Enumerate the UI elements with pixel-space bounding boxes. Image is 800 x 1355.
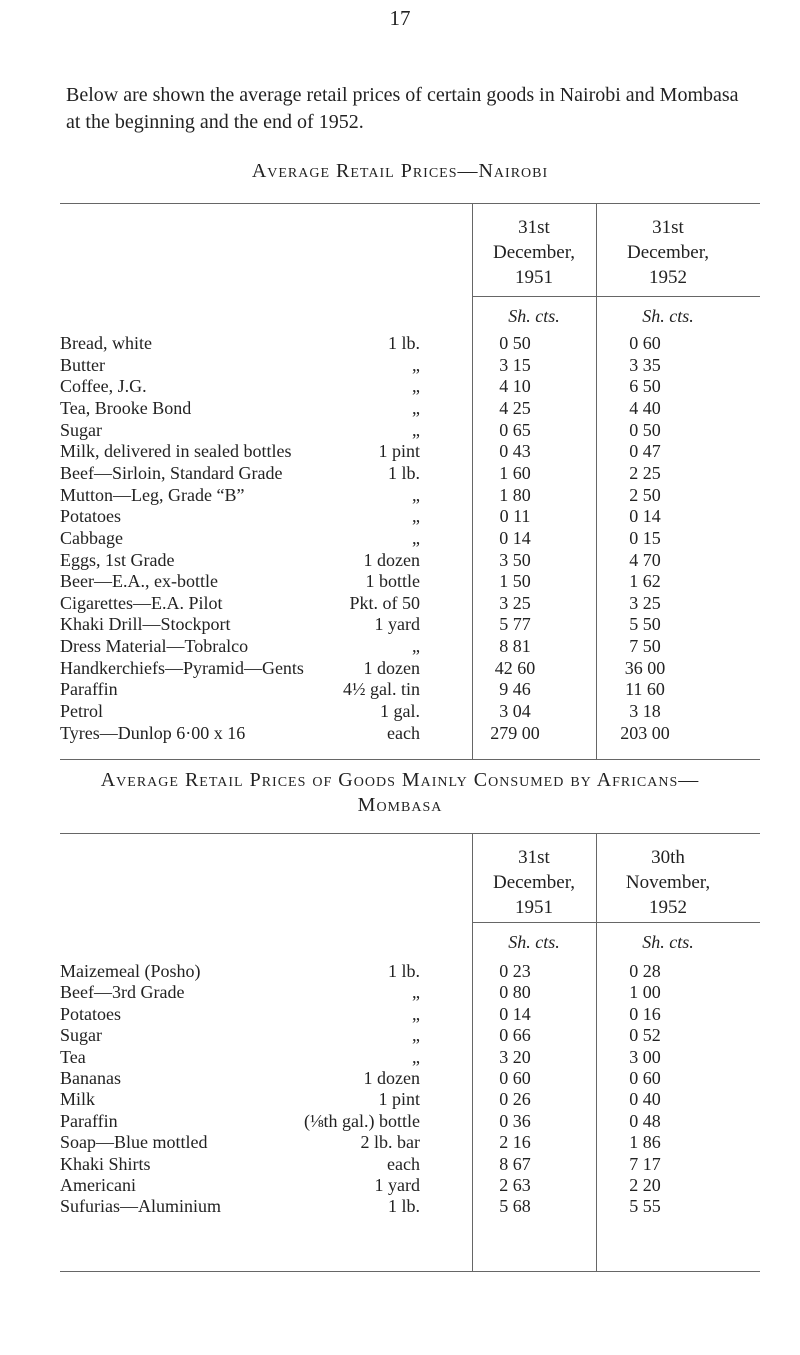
item-label: Bread, white [60, 333, 152, 353]
price-col2: 0 28 [629, 961, 661, 981]
item-quantity: 1 dozen [363, 1068, 420, 1088]
item-quantity: each [387, 722, 420, 743]
price-col2: 4 40 [629, 397, 661, 418]
item-label: Soap—Blue mottled [60, 1132, 208, 1153]
price-col2: 36 00 [624, 657, 666, 678]
price-col1: 3 15 [499, 354, 531, 375]
table-row [60, 1025, 760, 1045]
table-row [60, 636, 760, 656]
intro-paragraph: Below are shown the average retail prices of certain goods in Nairobi and Mombasa at the beginning and the end of 1952. [66, 84, 739, 133]
mombasa-table-title-line1: Average Retail Prices of Goods Mainly Consumed by Africans— [100, 769, 700, 791]
price-col2: 7 50 [629, 636, 661, 657]
item-label: Potatoes [60, 506, 121, 527]
table-row [60, 463, 760, 483]
table-row [60, 701, 760, 721]
nairobi-unit-2: Sh. cts. [642, 306, 694, 326]
table-row [60, 1175, 760, 1195]
item-quantity: „ [412, 1025, 420, 1046]
price-col1: 1 80 [499, 484, 531, 505]
price-col1: 0 43 [499, 441, 531, 462]
price-col2: 0 60 [629, 333, 661, 353]
item-label: Maizemeal (Posho) [60, 961, 201, 981]
price-col2: 4 70 [629, 549, 661, 570]
table-row [60, 355, 760, 375]
item-label: Mutton—Leg, Grade “B” [60, 484, 245, 505]
table-row [60, 485, 760, 505]
item-label: Khaki Drill—Stockport [60, 614, 231, 635]
nairobi-top-rule [60, 203, 760, 204]
item-label: Beef—3rd Grade [60, 982, 185, 1003]
table-row [60, 1111, 760, 1131]
price-col1: 0 14 [499, 1003, 531, 1024]
mombasa-col2-header: 30th November, 1952 [625, 847, 711, 918]
price-col1: 0 66 [499, 1025, 531, 1046]
item-quantity: „ [412, 419, 420, 440]
price-col1: 3 20 [499, 1046, 531, 1067]
table-row [60, 571, 760, 591]
item-label: Khaki Shirts [60, 1153, 151, 1174]
price-col2: 2 25 [629, 462, 661, 483]
price-col1: 0 11 [499, 506, 531, 527]
price-col2: 0 48 [629, 1110, 661, 1131]
table-row [60, 376, 760, 396]
item-label: Beer—E.A., ex-bottle [60, 571, 218, 592]
mombasa-top-rule [60, 833, 760, 834]
table-row [60, 441, 760, 461]
item-label: Americani [60, 1175, 136, 1195]
table-row [60, 398, 760, 418]
item-quantity: 1 bottle [365, 571, 420, 592]
table-row [60, 658, 760, 678]
price-col2: 203 00 [620, 722, 670, 743]
item-quantity: „ [412, 484, 420, 505]
price-col1: 4 25 [499, 397, 531, 418]
price-col1: 8 67 [499, 1153, 531, 1174]
price-col2: 0 60 [629, 1068, 661, 1088]
price-col2: 5 55 [629, 1196, 661, 1217]
price-col1: 2 16 [499, 1132, 531, 1153]
nairobi-col2-header: 31st December, 1952 [626, 217, 710, 288]
price-col1: 1 50 [499, 571, 531, 592]
table-row [60, 1004, 760, 1024]
nairobi-table-title: Average Retail Prices—Nairobi [251, 160, 549, 182]
item-quantity: (⅛th gal.) bottle [304, 1110, 420, 1131]
table-row [60, 550, 760, 570]
item-label: Sufurias—Aluminium [60, 1196, 221, 1217]
item-quantity: 1 dozen [363, 657, 420, 678]
mombasa-header-rule [472, 922, 760, 923]
table-row [60, 1154, 760, 1174]
item-label: Sugar [60, 1025, 102, 1046]
item-label: Dress Material—Tobralco [60, 636, 249, 657]
item-quantity: 1 lb. [387, 333, 420, 353]
price-col2: 7 17 [629, 1153, 661, 1174]
price-col2: 3 35 [629, 354, 661, 375]
item-label: Butter [60, 354, 105, 375]
nairobi-bottom-rule [60, 759, 760, 760]
item-quantity: „ [412, 982, 420, 1003]
price-col2: 0 52 [629, 1025, 661, 1046]
item-quantity: 1 lb. [387, 1196, 420, 1217]
mombasa-table-title-line2: Mombasa [357, 794, 443, 816]
table-row [60, 528, 760, 548]
item-quantity: 1 lb. [387, 961, 420, 981]
table-row [60, 506, 760, 526]
item-quantity: Pkt. of 50 [349, 592, 420, 613]
price-col1: 5 68 [499, 1196, 531, 1217]
item-quantity: „ [412, 354, 420, 375]
price-col1: 0 14 [499, 527, 531, 548]
price-col2: 3 25 [629, 592, 661, 613]
price-col2: 0 15 [629, 527, 661, 548]
item-quantity: 4½ gal. tin [343, 679, 420, 700]
nairobi-unit-1: Sh. cts. [508, 306, 560, 326]
price-col2: 1 62 [629, 571, 661, 592]
item-label: Paraffin [60, 1110, 118, 1131]
item-label: Bananas [60, 1068, 121, 1088]
price-col2: 2 20 [629, 1175, 661, 1195]
item-quantity: 1 lb. [387, 462, 420, 483]
item-label: Coffee, J.G. [60, 376, 147, 397]
item-label: Eggs, 1st Grade [60, 549, 175, 570]
price-col1: 0 60 [499, 1068, 531, 1088]
item-label: Paraffin [60, 679, 118, 700]
price-col1: 42 60 [494, 657, 536, 678]
item-quantity: 1 dozen [363, 549, 420, 570]
table-row [60, 1068, 760, 1088]
price-col1: 279 00 [490, 722, 540, 743]
table-row [60, 420, 760, 440]
item-quantity: „ [412, 506, 420, 527]
table-row [60, 1196, 760, 1216]
item-label: Cabbage [60, 527, 123, 548]
item-quantity: each [387, 1153, 420, 1174]
price-col1: 0 65 [499, 419, 531, 440]
price-col2: 0 40 [629, 1089, 661, 1110]
price-col1: 9 46 [499, 679, 531, 700]
table-row [60, 961, 760, 981]
price-col2: 6 50 [629, 376, 661, 397]
price-col2: 0 47 [629, 441, 661, 462]
price-col2: 1 00 [629, 982, 661, 1003]
item-quantity: 1 pint [378, 1089, 420, 1110]
mombasa-unit-2: Sh. cts. [642, 932, 694, 952]
item-quantity: „ [412, 1003, 420, 1024]
price-col2: 0 16 [629, 1003, 661, 1024]
page-number: 17 [389, 6, 411, 30]
item-quantity: 1 gal. [380, 701, 420, 722]
item-label: Milk, delivered in sealed bottles [60, 441, 292, 462]
nairobi-header-rule [472, 296, 760, 297]
price-col1: 3 04 [499, 701, 531, 722]
item-label: Beef—Sirloin, Standard Grade [60, 462, 283, 483]
price-col2: 0 14 [629, 506, 661, 527]
item-quantity: 2 lb. bar [360, 1132, 420, 1153]
item-quantity: 1 yard [374, 614, 420, 635]
table-row [60, 982, 760, 1002]
item-quantity: „ [412, 636, 420, 657]
item-label: Milk [60, 1089, 96, 1110]
price-col1: 3 50 [499, 549, 531, 570]
mombasa-bottom-rule [60, 1271, 760, 1272]
price-col2: 11 60 [625, 679, 665, 700]
price-col1: 0 23 [499, 961, 531, 981]
item-label: Tea [60, 1046, 86, 1067]
price-col1: 2 63 [499, 1175, 531, 1195]
table-row [60, 679, 760, 699]
item-label: Petrol [60, 701, 103, 722]
price-col2: 1 86 [629, 1132, 661, 1153]
item-quantity: „ [412, 1046, 420, 1067]
item-label: Tyres—Dunlop 6·00 x 16 [60, 722, 246, 743]
price-col1: 8 81 [499, 636, 531, 657]
table-row [60, 723, 760, 743]
price-col1: 3 25 [499, 592, 531, 613]
table-row [60, 1089, 760, 1109]
price-col2: 3 18 [629, 701, 661, 722]
item-quantity: „ [412, 397, 420, 418]
nairobi-col1-header: 31st December, 1951 [492, 217, 576, 288]
item-label: Cigarettes—E.A. Pilot [60, 592, 223, 613]
table-row [60, 614, 760, 634]
item-quantity: 1 yard [374, 1175, 420, 1195]
table-row [60, 1047, 760, 1067]
price-col1: 4 10 [499, 376, 531, 397]
price-col1: 0 50 [499, 333, 531, 353]
table-row [60, 1132, 760, 1152]
price-col2: 5 50 [629, 614, 661, 635]
item-quantity: „ [412, 527, 420, 548]
item-quantity: „ [412, 376, 420, 397]
price-col1: 5 77 [499, 614, 531, 635]
price-col2: 3 00 [629, 1046, 661, 1067]
item-label: Sugar [60, 419, 102, 440]
price-col2: 2 50 [629, 484, 661, 505]
item-label: Handkerchiefs—Pyramid—Gents [60, 657, 304, 678]
price-col1: 0 80 [499, 982, 531, 1003]
item-label: Potatoes [60, 1003, 121, 1024]
table-row [60, 593, 760, 613]
price-col2: 0 50 [629, 419, 661, 440]
item-quantity: 1 pint [378, 441, 420, 462]
mombasa-unit-1: Sh. cts. [508, 932, 560, 952]
table-row [60, 333, 760, 353]
price-col1: 0 26 [499, 1089, 531, 1110]
price-col1: 1 60 [499, 462, 531, 483]
item-label: Tea, Brooke Bond [60, 397, 192, 418]
price-col1: 0 36 [499, 1110, 531, 1131]
mombasa-col1-header: 31st December, 1951 [492, 847, 576, 918]
